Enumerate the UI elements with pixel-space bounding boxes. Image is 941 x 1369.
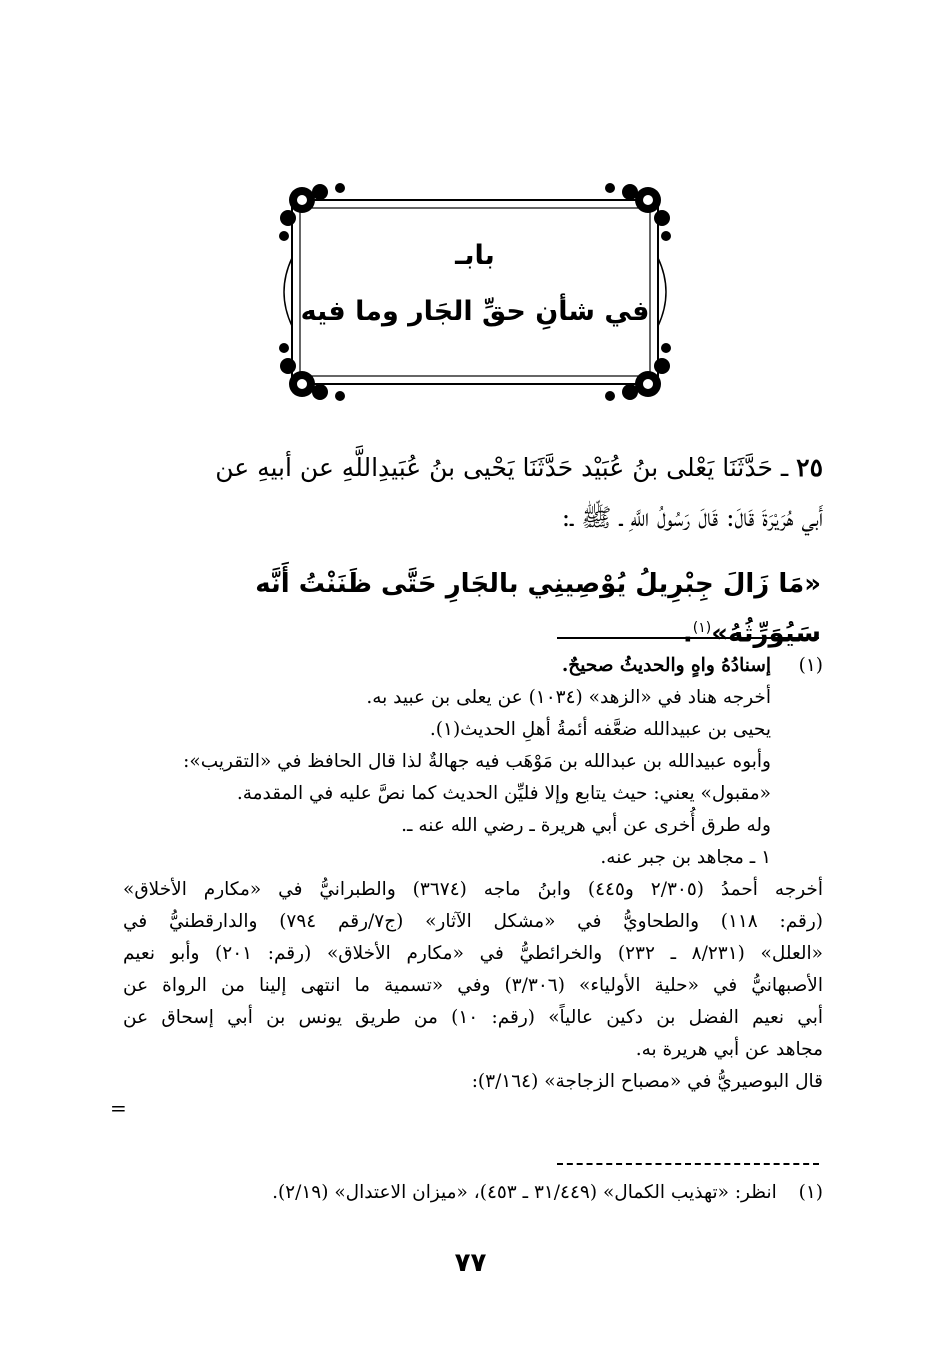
chapter-title-frame — [270, 178, 680, 406]
note-line: أخرجه أحمدُ (٢/٣٠٥ و٤٤٥) وابنُ ماجه (٣٦٧٤) والطبرانيُّ في «مكارم الأخلاق» — [123, 879, 823, 900]
continuation-mark: = — [110, 1096, 127, 1120]
chapter-subtitle: في شأنِ حقِّ الجَار وما فيه — [300, 296, 650, 327]
note-line: وأبوه عبيدالله بن عبدالله بن مَوْهَب فيه جهالةٌ لذا قال الحافظ في «التقريب»: — [183, 751, 771, 772]
hadith-chain-line-2: أَبي هُرَيْرَةَ قَالَ: قَالَ رَسُولُ اللَّهِ ـ ﷺ ـ: — [561, 503, 823, 532]
hadith-chain-text-1: ـ حَدَّثَنَا يَعْلى بنُ عُبَيْد حَدَّثَنَا يَحْيى بنُ عُبَيدِاللَّهِ عن أبيهِ عن — [215, 453, 789, 482]
footnote-dashed-separator — [557, 1163, 819, 1165]
note-line: أخرجه هناد في «الزهد» (١٠٣٤) عن يعلى بن عبيد به. — [366, 687, 771, 708]
hadith-footnote-ref: (١) — [692, 620, 712, 636]
hadith-number: ٢٥ — [796, 453, 823, 482]
footnote-separator — [557, 637, 819, 639]
note-line: أبي نعيم الفضل بن دكين عالياً» (رقم: ١٠) من طريق يونس بن أبي إسحاق عن — [123, 1007, 823, 1028]
note-line: الأصبهانيُّ في «حلية الأولياء» (٣/٣٠٦) وفي «تسمية ما انتهى إلينا من الرواة عن — [123, 975, 823, 996]
commentary-notes — [123, 650, 823, 1098]
hadith-end-dot: . — [682, 618, 693, 649]
corner-ornament-bottom-right — [605, 343, 671, 401]
note-line: «العلل» (٨/٢٣١ ـ ٢٣٢) والخرائطيُّ في «مكارم الأخلاق» (رقم: ٢٠١) وأبو نعيم — [123, 943, 823, 964]
note-block — [123, 650, 823, 874]
corner-ornament-top-right — [605, 183, 671, 241]
page-footnote — [123, 1178, 823, 1208]
note-line: إسنادُهُ واهٍ والحديثُ صحيحٌ. — [561, 655, 771, 676]
hadith-quote: «مَا زَالَ جِبْرِيلُ يُوْصِينِي بالجَارِ حَتَّى ظَنَنْتُ أَنَّه سَيُوَرِّثُهُ» — [255, 569, 821, 649]
footnote-number: (١) — [798, 1182, 823, 1203]
ornamental-border — [270, 178, 680, 406]
hadith-text — [121, 562, 821, 656]
page-number: ٧٧ — [454, 1248, 487, 1278]
footnote-text: انظر: «تهذيب الكمال» (٣١/٤٤٩ ـ ٤٥٣)، «ميزان الاعتدال» (٢/١٩). — [272, 1182, 777, 1203]
note-line: «مقبول» يعني: حيث يتابع وإلا فليِّن الحديث كما نصَّ عليه في المقدمة. — [236, 783, 771, 804]
corner-ornament-top-left — [279, 183, 345, 241]
hadith-chain-line-1 — [123, 448, 823, 488]
note-line: قال البوصيريُّ في «مصباح الزجاجة» (٣/١٦٤): — [471, 1071, 823, 1092]
note-line: يحيى بن عبيدالله ضعَّفه أئمةُ أهلِ الحديث(١). — [429, 719, 771, 740]
chapter-title: بابـ — [455, 240, 495, 271]
corner-ornament-bottom-left — [279, 343, 345, 401]
note-line: ١ ـ مجاهد بن جبر عنه. — [600, 847, 771, 868]
note-line: مجاهد عن أبي هريرة به. — [635, 1039, 823, 1060]
note-line: وله طرق أُخرى عن أبي هريرة ـ رضي الله عنه ـ. — [401, 815, 771, 836]
note-number: (١) — [798, 655, 823, 676]
note-line: (رقم: ١١٨) والطحاويُّ في «مشكل الآثار» (ج٧/رقم ٧٩٤) والدارقطنيُّ في — [123, 911, 823, 932]
